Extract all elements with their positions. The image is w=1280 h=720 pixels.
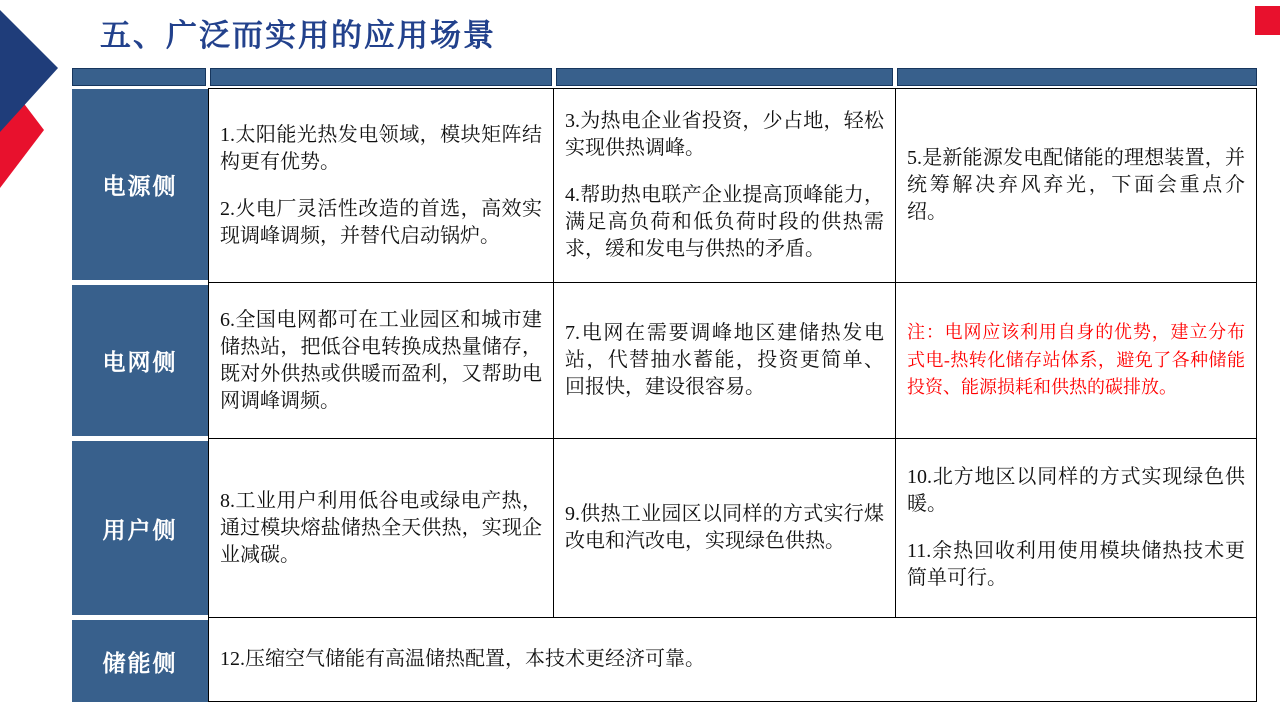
row-label-storage-side: 储能侧: [72, 620, 208, 702]
cell-paragraph: 9.供热工业园区以同样的方式实行煤改电和汽改电，实现绿色供热。: [565, 503, 884, 552]
cell-paragraph: 11.余热回收利用使用模块储热技术更简单可行。: [907, 540, 1245, 589]
cell-paragraph: 2.火电厂灵活性改造的首选，高效实现调峰调频，并替代启动锅炉。: [220, 197, 542, 247]
cell-paragraph: 12.压缩空气储能有高温储热配置，本技术更经济可靠。: [220, 648, 705, 670]
cell-paragraph: 10.北方地区以同样的方式实现绿色供暖。: [907, 466, 1245, 515]
cell-user-col3: [895, 438, 1257, 618]
cell-grid-col1: [208, 282, 554, 439]
cell-power-col2: [553, 88, 896, 283]
cell-grid-col2: [553, 282, 896, 439]
page-title: 五、广泛而实用的应用场景: [100, 18, 496, 53]
cell-paragraph: 8.工业用户利用低谷电或绿电产热，通过模块熔盐储热全天供热，实现企业减碳。: [220, 489, 542, 566]
cell-paragraph: 6.全国电网都可在工业园区和城市建储热站，把低谷电转换成热量储存，既对外供热或供暖而盈利，又帮助电网调峰调频。: [220, 308, 542, 412]
table-header-cell: [210, 68, 552, 86]
cell-storage-merged: [208, 617, 1257, 702]
table-header-cell: [897, 68, 1257, 86]
row-label-user-side: 用户侧: [72, 441, 208, 615]
row-label-grid-side: 电网侧: [72, 285, 208, 436]
cell-paragraph: 1.太阳能光热发电领域，模块矩阵结构更有优势。: [220, 123, 542, 173]
cell-paragraph: 4.帮助热电联产企业提高顶峰能力，满足高负荷和低负荷时段的供热需求，缓和发电与供热的矛盾。: [565, 184, 884, 260]
cell-paragraph: 7.电网在需要调峰地区建储热发电站，代替抽水蓄能，投资更简单、回报快，建设很容易。: [565, 322, 884, 398]
cell-paragraph: 3.为热电企业省投资，少占地，轻松实现供热调峰。: [565, 110, 884, 159]
table-header-cell: [556, 68, 893, 86]
cell-power-col1: [208, 88, 554, 283]
cell-grid-note: [895, 282, 1257, 439]
cell-user-col1: [208, 438, 554, 618]
red-corner-accent: [1255, 6, 1280, 35]
arrow-decoration: [0, 0, 70, 200]
table-header-cell: [72, 68, 206, 86]
cell-paragraph: 5.是新能源发电配储能的理想装置，并统筹解决弃风弃光，下面会重点介绍。: [907, 147, 1245, 223]
note-text: 注：电网应该利用自身的优势，建立分布式电-热转化储存站体系，避免了各种储能投资、能源损耗和供热的碳排放。: [907, 321, 1245, 398]
row-label-power-side: 电源侧: [72, 89, 208, 280]
cell-power-col3: [895, 88, 1257, 283]
cell-user-col2: [553, 438, 896, 618]
